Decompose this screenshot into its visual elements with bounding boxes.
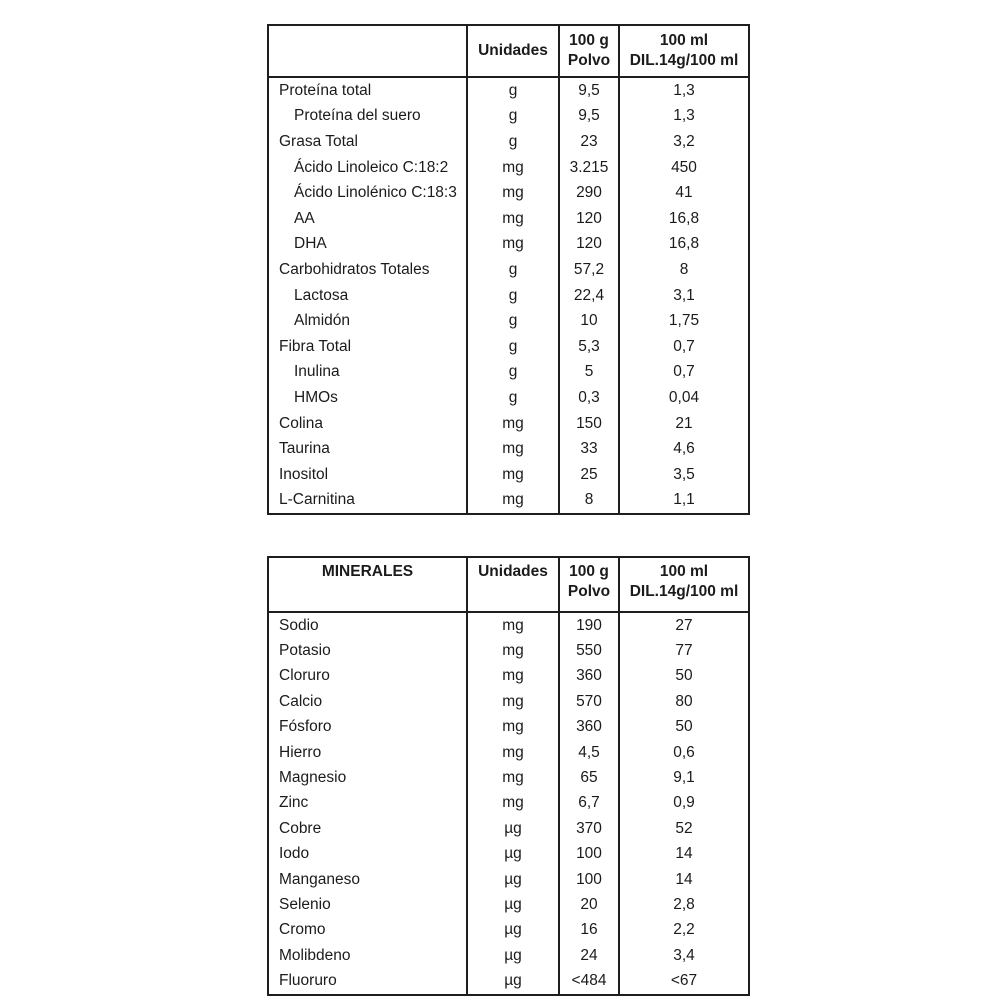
header-cell-units xyxy=(466,26,558,76)
per-100ml-value-cell: 16,8 xyxy=(618,232,748,258)
mineral-unit-cell: mg xyxy=(466,715,558,740)
mineral-unit-cell: mg xyxy=(466,791,558,816)
mineral-unit-cell: mg xyxy=(466,765,558,790)
mineral-name-cell: Fósforo xyxy=(279,718,332,736)
nutrient-name-cell: Taurina xyxy=(279,440,330,458)
per-100g-value-cell: 9,5 xyxy=(558,104,618,130)
header-cell-100g-polvo xyxy=(558,26,618,76)
table-row xyxy=(269,638,748,663)
per-100ml-value-cell: 2,2 xyxy=(618,918,748,943)
mineral-name-cell: Fluoruro xyxy=(279,972,337,990)
table-row xyxy=(269,462,748,488)
table-row xyxy=(269,180,748,206)
nutrient-name-cell: Inulina xyxy=(294,363,340,381)
mineral-name-cell: Zinc xyxy=(279,794,309,812)
table-row xyxy=(269,206,748,232)
table-row xyxy=(269,308,748,334)
mineral-unit-cell: µg xyxy=(466,816,558,841)
table-row xyxy=(269,232,748,258)
composition-table-header xyxy=(269,26,748,78)
nutrient-name-cell: Fibra Total xyxy=(279,337,352,355)
per-100g-value-cell: 570 xyxy=(558,689,618,714)
per-100ml-value-cell: 50 xyxy=(618,664,748,689)
mineral-name-cell: Molibdeno xyxy=(279,946,351,964)
nutrient-name-cell: Proteína total xyxy=(279,81,372,99)
per-100g-value-cell: 5,3 xyxy=(558,334,618,360)
per-100ml-value-cell: 9,1 xyxy=(618,765,748,790)
per-100g-value-cell: <484 xyxy=(558,968,618,993)
nutrient-name-cell: Ácido Linoleico C:18:2 xyxy=(294,158,449,176)
per-100ml-value-cell: 1,3 xyxy=(618,104,748,130)
per-100g-value-cell: 10 xyxy=(558,308,618,334)
per-100g-value-cell: 100 xyxy=(558,842,618,867)
nutrient-unit-cell: g xyxy=(466,104,558,130)
per-100ml-value-cell: 14 xyxy=(618,842,748,867)
per-100ml-value-cell: 77 xyxy=(618,638,748,663)
per-100ml-value-cell: 0,9 xyxy=(618,791,748,816)
per-100ml-value-cell: 16,8 xyxy=(618,206,748,232)
per-100g-value-cell: 23 xyxy=(558,129,618,155)
per-100ml-value-cell: 3,2 xyxy=(618,129,748,155)
per-100g-value-cell: 0,3 xyxy=(558,385,618,411)
nutrient-name-cell: HMOs xyxy=(294,388,338,406)
mineral-name-cell: Iodo xyxy=(279,845,310,863)
table-row xyxy=(269,943,748,968)
header-cell-100g-polvo xyxy=(558,558,618,611)
per-100g-value-cell: 550 xyxy=(558,638,618,663)
mineral-unit-cell: µg xyxy=(466,918,558,943)
header-cell-100ml-dil xyxy=(618,26,748,76)
minerals-table-header xyxy=(269,558,748,613)
per-100g-value-cell: 33 xyxy=(558,436,618,462)
table-row xyxy=(269,488,748,514)
nutrient-name-cell: Carbohidratos Totales xyxy=(279,260,430,278)
minerales-title-label: MINERALES xyxy=(321,563,414,580)
minerals-table xyxy=(267,556,750,996)
table-row xyxy=(269,968,748,993)
per-100g-value-cell: 120 xyxy=(558,232,618,258)
table-row xyxy=(269,334,748,360)
per-100g-value-cell: 5 xyxy=(558,360,618,386)
table-row xyxy=(269,436,748,462)
table-row xyxy=(269,613,748,638)
header-cell-minerales xyxy=(269,558,466,611)
table-row xyxy=(269,689,748,714)
mineral-unit-cell: µg xyxy=(466,867,558,892)
table-row xyxy=(269,129,748,155)
per-100g-value-cell: 65 xyxy=(558,765,618,790)
nutrient-unit-cell: mg xyxy=(466,436,558,462)
per-100ml-value-cell: 0,6 xyxy=(618,740,748,765)
table-row xyxy=(269,385,748,411)
nutrient-unit-cell: g xyxy=(466,78,558,104)
header-cell-100ml-dil xyxy=(618,558,748,611)
per-100g-value-cell: 370 xyxy=(558,816,618,841)
nutrient-name-cell: Lactosa xyxy=(294,286,349,304)
per-100ml-value-cell: 1,3 xyxy=(618,78,748,104)
nutrient-unit-cell: g xyxy=(466,360,558,386)
nutrient-unit-cell: mg xyxy=(466,155,558,181)
per-100ml-value-cell: 4,6 xyxy=(618,436,748,462)
nutrient-name-cell: Almidón xyxy=(294,312,350,330)
per100ml-header-line1: 100 ml xyxy=(659,32,709,49)
nutrient-unit-cell: mg xyxy=(466,206,558,232)
nutrient-name-cell: L-Carnitina xyxy=(279,491,355,509)
per-100g-value-cell: 22,4 xyxy=(558,283,618,309)
mineral-unit-cell: mg xyxy=(466,740,558,765)
per-100ml-value-cell: 1,75 xyxy=(618,308,748,334)
per-100ml-value-cell: 21 xyxy=(618,411,748,437)
per-100ml-value-cell: 41 xyxy=(618,180,748,206)
per-100ml-value-cell: 50 xyxy=(618,715,748,740)
table-row xyxy=(269,765,748,790)
per-100ml-value-cell: 3,1 xyxy=(618,283,748,309)
mineral-name-cell: Calcio xyxy=(279,692,323,710)
table-row xyxy=(269,715,748,740)
nutrient-unit-cell: g xyxy=(466,257,558,283)
mineral-unit-cell: mg xyxy=(466,689,558,714)
per-100g-value-cell: 8 xyxy=(558,488,618,514)
nutrient-unit-cell: mg xyxy=(466,411,558,437)
mineral-name-cell: Cromo xyxy=(279,921,326,939)
nutrient-unit-cell: g xyxy=(466,334,558,360)
per-100ml-value-cell: 3,5 xyxy=(618,462,748,488)
header-cell-units xyxy=(466,558,558,611)
per-100g-value-cell: 4,5 xyxy=(558,740,618,765)
per-100g-value-cell: 16 xyxy=(558,918,618,943)
per-100g-value-cell: 100 xyxy=(558,867,618,892)
per-100g-value-cell: 360 xyxy=(558,664,618,689)
nutrient-unit-cell: mg xyxy=(466,232,558,258)
nutrient-name-cell: Inositol xyxy=(279,465,329,483)
units-header-label: Unidades xyxy=(478,563,548,580)
per-100g-value-cell: 120 xyxy=(558,206,618,232)
mineral-unit-cell: µg xyxy=(466,943,558,968)
per-100ml-value-cell: 450 xyxy=(618,155,748,181)
per-100g-value-cell: 3.215 xyxy=(558,155,618,181)
per-100g-value-cell: 24 xyxy=(558,943,618,968)
mineral-name-cell: Potasio xyxy=(279,642,331,660)
per-100g-value-cell: 20 xyxy=(558,892,618,917)
nutrient-name-cell: Ácido Linolénico C:18:3 xyxy=(294,184,457,202)
table-row xyxy=(269,664,748,689)
table-row xyxy=(269,155,748,181)
nutrient-name-cell: DHA xyxy=(294,235,327,253)
nutrient-name-cell: AA xyxy=(294,209,315,227)
nutrient-unit-cell: g xyxy=(466,385,558,411)
nutrient-name-cell: Colina xyxy=(279,414,323,432)
per-100ml-value-cell: 1,1 xyxy=(618,488,748,514)
table-row xyxy=(269,842,748,867)
table-row xyxy=(269,283,748,309)
per-100g-value-cell: 9,5 xyxy=(558,78,618,104)
per-100g-value-cell: 6,7 xyxy=(558,791,618,816)
per100ml-header-line2: DIL.14g/100 ml xyxy=(629,583,739,600)
units-header-label: Unidades xyxy=(478,42,548,59)
per-100ml-value-cell: 2,8 xyxy=(618,892,748,917)
table-row xyxy=(269,867,748,892)
table-row xyxy=(269,740,748,765)
mineral-name-cell: Sodio xyxy=(279,616,319,634)
mineral-name-cell: Hierro xyxy=(279,743,322,761)
nutrient-unit-cell: mg xyxy=(466,180,558,206)
per100ml-header-line2: DIL.14g/100 ml xyxy=(629,52,739,69)
header-cell-name xyxy=(269,26,466,76)
per100g-header-line2: Polvo xyxy=(567,583,611,600)
nutrient-name-cell: Grasa Total xyxy=(279,132,358,150)
table-row xyxy=(269,791,748,816)
nutrient-unit-cell: g xyxy=(466,129,558,155)
per-100g-value-cell: 360 xyxy=(558,715,618,740)
per-100ml-value-cell: 3,4 xyxy=(618,943,748,968)
per-100ml-value-cell: 80 xyxy=(618,689,748,714)
per-100g-value-cell: 25 xyxy=(558,462,618,488)
table-row xyxy=(269,78,748,104)
minerals-table-body xyxy=(269,613,748,994)
per-100ml-value-cell: <67 xyxy=(618,968,748,993)
nutrient-unit-cell: mg xyxy=(466,462,558,488)
composition-table xyxy=(267,24,750,515)
per100g-header-line2: Polvo xyxy=(567,52,611,69)
mineral-unit-cell: mg xyxy=(466,664,558,689)
table-row xyxy=(269,918,748,943)
mineral-unit-cell: µg xyxy=(466,842,558,867)
table-row xyxy=(269,360,748,386)
per100g-header-line1: 100 g xyxy=(569,563,609,580)
nutrient-name-cell: Proteína del suero xyxy=(294,107,421,125)
mineral-unit-cell: µg xyxy=(466,968,558,993)
per-100ml-value-cell: 0,04 xyxy=(618,385,748,411)
nutrient-unit-cell: g xyxy=(466,283,558,309)
per-100g-value-cell: 57,2 xyxy=(558,257,618,283)
mineral-name-cell: Cobre xyxy=(279,819,322,837)
per-100g-value-cell: 190 xyxy=(558,613,618,638)
per-100ml-value-cell: 14 xyxy=(618,867,748,892)
table-row xyxy=(269,104,748,130)
per-100g-value-cell: 150 xyxy=(558,411,618,437)
per-100ml-value-cell: 8 xyxy=(618,257,748,283)
table-row xyxy=(269,892,748,917)
per-100ml-value-cell: 0,7 xyxy=(618,334,748,360)
per100g-header-line1: 100 g xyxy=(569,32,609,49)
per-100g-value-cell: 290 xyxy=(558,180,618,206)
per-100ml-value-cell: 0,7 xyxy=(618,360,748,386)
nutrient-unit-cell: g xyxy=(466,308,558,334)
mineral-unit-cell: mg xyxy=(466,638,558,663)
mineral-name-cell: Selenio xyxy=(279,895,331,913)
table-row xyxy=(269,816,748,841)
per-100ml-value-cell: 27 xyxy=(618,613,748,638)
per100ml-header-line1: 100 ml xyxy=(659,563,709,580)
nutrient-unit-cell: mg xyxy=(466,488,558,514)
mineral-name-cell: Manganeso xyxy=(279,870,361,888)
per-100ml-value-cell: 52 xyxy=(618,816,748,841)
mineral-unit-cell: mg xyxy=(466,613,558,638)
mineral-name-cell: Cloruro xyxy=(279,667,330,685)
composition-table-body xyxy=(269,78,748,513)
mineral-unit-cell: µg xyxy=(466,892,558,917)
table-row xyxy=(269,411,748,437)
table-row xyxy=(269,257,748,283)
mineral-name-cell: Magnesio xyxy=(279,769,347,787)
